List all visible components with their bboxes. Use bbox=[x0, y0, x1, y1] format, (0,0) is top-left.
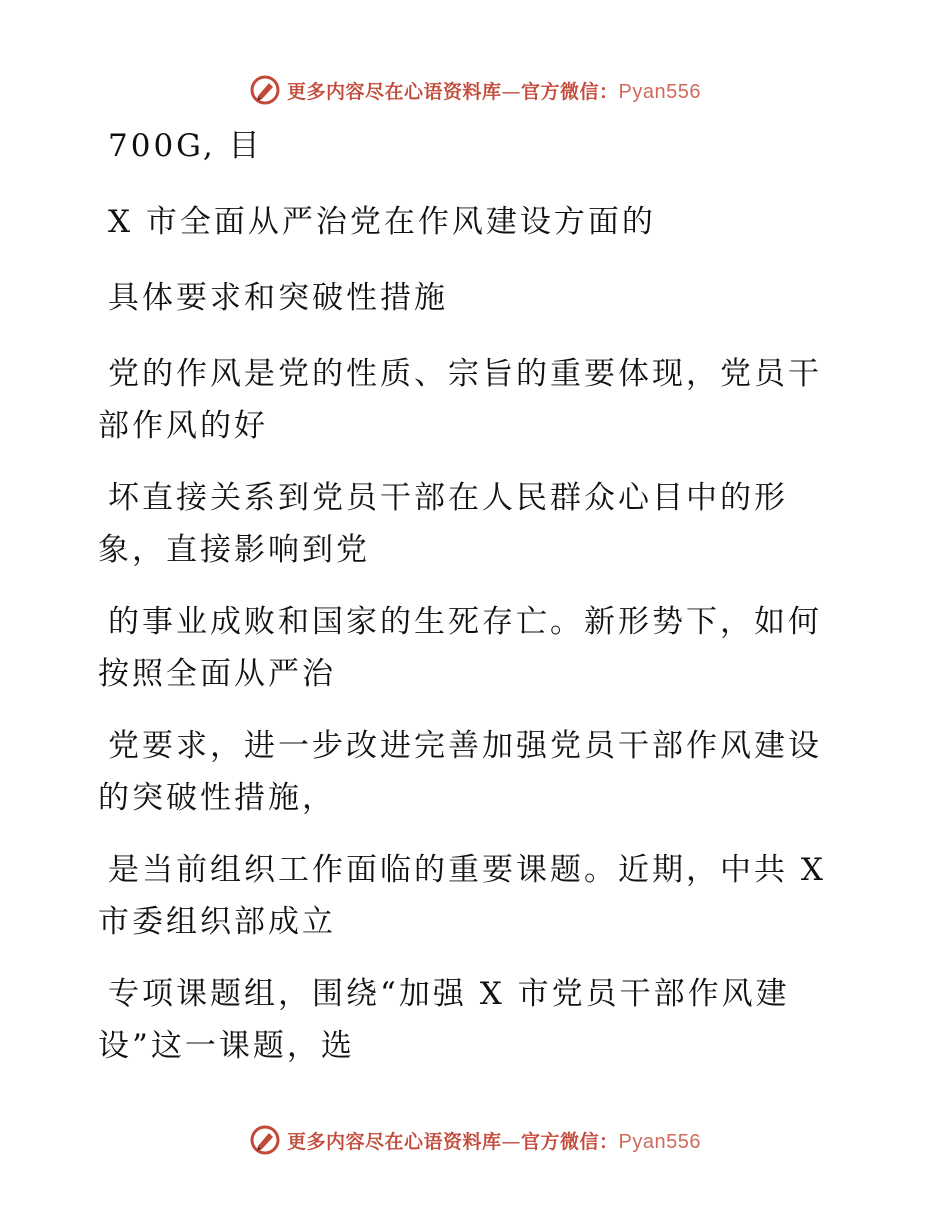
doc-line-1: 700G, 目 bbox=[108, 128, 263, 164]
doc-paragraph-line-2: 坏直接关系到党员干部在人民群众心目中的形象，直接影响到党 bbox=[98, 480, 788, 568]
footer-watermark bbox=[0, 1120, 950, 1160]
document-body bbox=[98, 120, 838, 1092]
pen-logo-icon bbox=[249, 1124, 281, 1156]
watermark-dash: — bbox=[501, 1130, 522, 1153]
watermark-group bbox=[249, 1124, 701, 1156]
watermark-group bbox=[249, 74, 701, 106]
watermark-wechat-label: 官方微信： bbox=[521, 80, 619, 103]
doc-title-line-1: X 市全面从严治党在作风建设方面的 bbox=[108, 204, 656, 240]
doc-paragraph-line-1: 党的作风是党的性质、宗旨的重要体现，党员干部作风的好 bbox=[98, 356, 822, 444]
pen-logo-icon bbox=[249, 74, 281, 106]
watermark-wechat-label: 官方微信： bbox=[521, 1130, 619, 1153]
doc-paragraph-line-4: 党要求，进一步改进完善加强党员干部作风建设的突破性措施， bbox=[98, 728, 822, 816]
watermark-wechat-id: Pyan556 bbox=[618, 80, 701, 103]
doc-title-line-2: 具体要求和突破性措施 bbox=[108, 280, 448, 316]
watermark-wechat-id: Pyan556 bbox=[618, 1130, 701, 1153]
doc-paragraph-line-6: 专项课题组，围绕“加强 X 市党员干部作风建设”这一课题，选 bbox=[98, 976, 790, 1064]
doc-paragraph-line-5: 是当前组织工作面临的重要课题。近期，中共 X 市委组织部成立 bbox=[98, 852, 826, 940]
watermark-dash: — bbox=[501, 80, 522, 103]
watermark-main-text: 更多内容尽在心语资料库 bbox=[287, 80, 502, 103]
doc-paragraph-line-3: 的事业成败和国家的生死存亡。新形势下，如何按照全面从严治 bbox=[98, 604, 822, 692]
header-watermark bbox=[0, 70, 950, 110]
watermark-main-text: 更多内容尽在心语资料库 bbox=[287, 1130, 502, 1153]
